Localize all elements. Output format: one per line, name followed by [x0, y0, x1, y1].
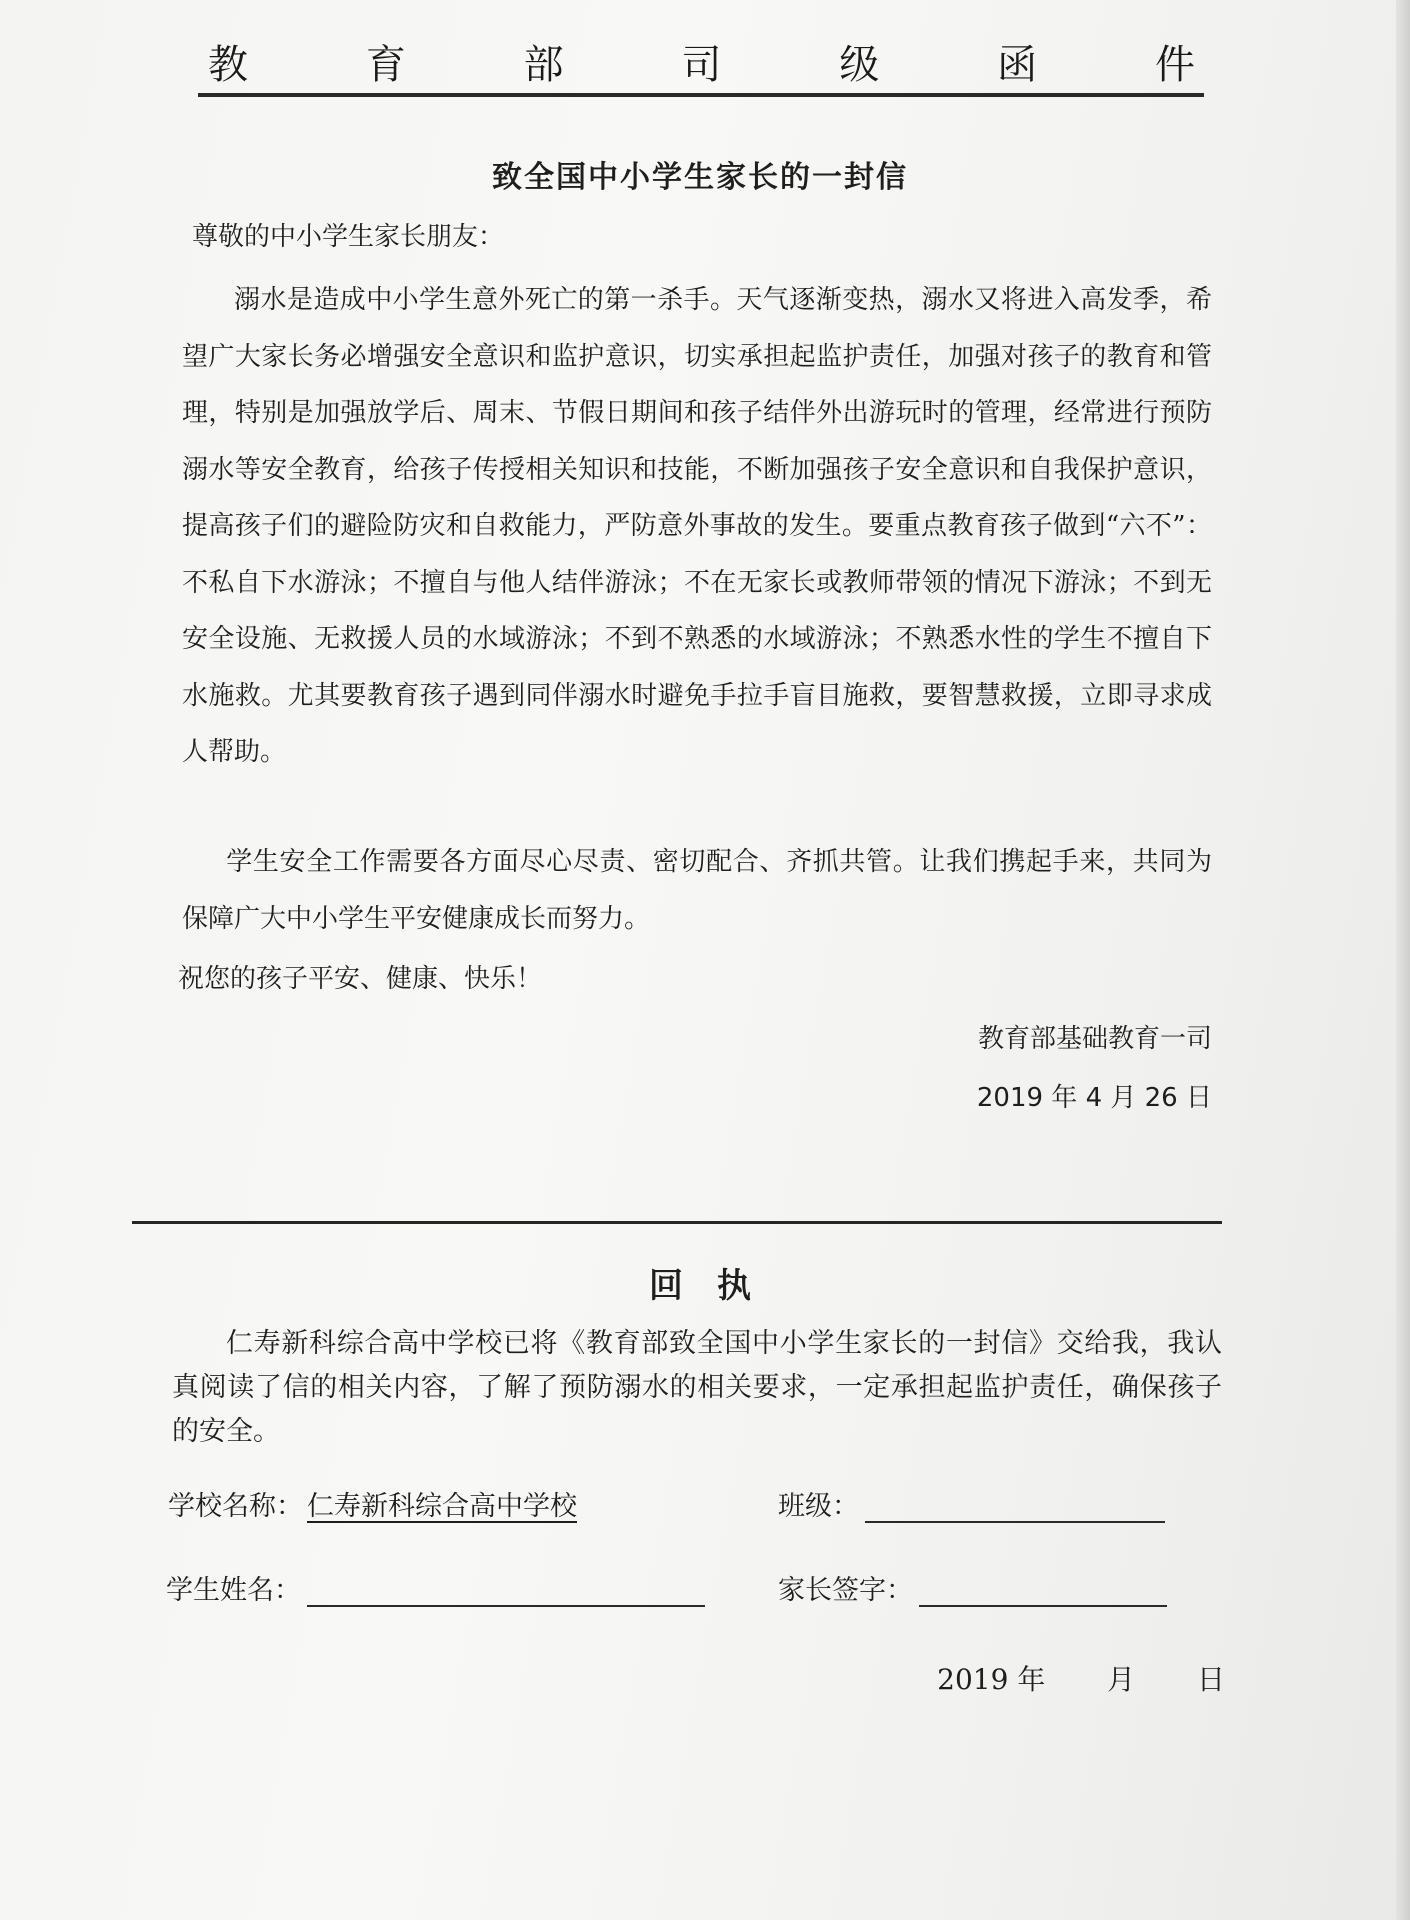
school-name-label: 学校名称：	[168, 1491, 303, 1522]
letterhead	[200, 30, 1205, 100]
letter-paragraph-2: 学生安全工作需要各方面尽心尽责、密切配合、齐抓共管。让我们携起手来，共同为保障广大中小学生平安健康成长而努力。	[182, 847, 1212, 934]
parent-signature-label: 家长签字：	[778, 1575, 913, 1606]
school-name-value: 仁寿新科综合高中学校	[307, 1491, 577, 1522]
student-name-label: 学生姓名：	[166, 1575, 301, 1606]
paper-edge	[1396, 0, 1410, 1920]
letterhead-rule	[198, 93, 1204, 97]
letter-salutation: 尊敬的中小学生家长朋友：	[192, 222, 505, 252]
letterhead-char: 育	[365, 42, 408, 88]
receipt-date	[937, 1658, 1225, 1698]
letterhead-char: 函	[997, 42, 1040, 88]
letter-date: 2019 年 4 月 26 日	[976, 1083, 1212, 1113]
letter-blessing: 祝您的孩子平安、健康、快乐！	[178, 964, 543, 994]
class-field	[778, 1484, 1165, 1523]
section-divider	[132, 1221, 1222, 1224]
receipt-date-year: 2019 年	[937, 1663, 1046, 1696]
letterhead-char: 教	[208, 42, 250, 88]
letter-title: 致全国中小学生家长的一封信	[492, 160, 908, 195]
letterhead-char: 司	[681, 42, 724, 88]
receipt-date-month: 月	[1107, 1663, 1136, 1696]
school-name-field	[168, 1484, 577, 1523]
parent-signature-input-line[interactable]	[919, 1573, 1167, 1607]
student-name-field	[166, 1568, 705, 1607]
class-label: 班级：	[778, 1491, 859, 1522]
receipt-text: 仁寿新科综合高中学校已将《教育部致全国中小学生家长的一封信》交给我，我认真阅读了信的相关内容，了解了预防溺水的相关要求，一定承担起监护责任，确保孩子的安全。	[172, 1328, 1222, 1447]
letterhead-char: 级	[839, 42, 882, 88]
receipt-title: 回执	[649, 1266, 785, 1306]
receipt-date-day: 日	[1196, 1663, 1225, 1696]
letter-paragraph-1: 溺水是造成中小学生意外死亡的第一杀手。天气逐渐变热，溺水又将进入高发季，希望广大家长务必增强安全意识和监护意识，切实承担起监护责任，加强对孩子的教育和管理，特别是加强放学后、周末、节假日期间和孩子结伴外出游玩时的管理，经常进行预防溺水等安全教育，给孩子传授相关知识和技能，不断加强孩子安全意识和自我保护意识，提高孩子们的避险防灾和自救能力，严防意外事故的发生。要重点教育孩子做到“六不”：不私自下水游泳；不擅自与他人结伴游泳；不在无家长或教师带领的情况下游泳；不到无安全设施、无救援人员的水域游泳；不到不熟悉的水域游泳；不熟悉水性的学生不擅自下水施救。尤其要教育孩子遇到同伴溺水时避免手拉手盲目施救，要智慧救援，立即寻求成人帮助。	[182, 285, 1212, 767]
letter-signer: 教育部基础教育一司	[977, 1024, 1212, 1054]
student-name-input-line[interactable]	[307, 1573, 705, 1607]
class-input-line[interactable]	[865, 1489, 1165, 1523]
parent-signature-field	[778, 1568, 1167, 1607]
letterhead-char: 部	[523, 42, 566, 88]
letterhead-char: 件	[1154, 42, 1197, 88]
